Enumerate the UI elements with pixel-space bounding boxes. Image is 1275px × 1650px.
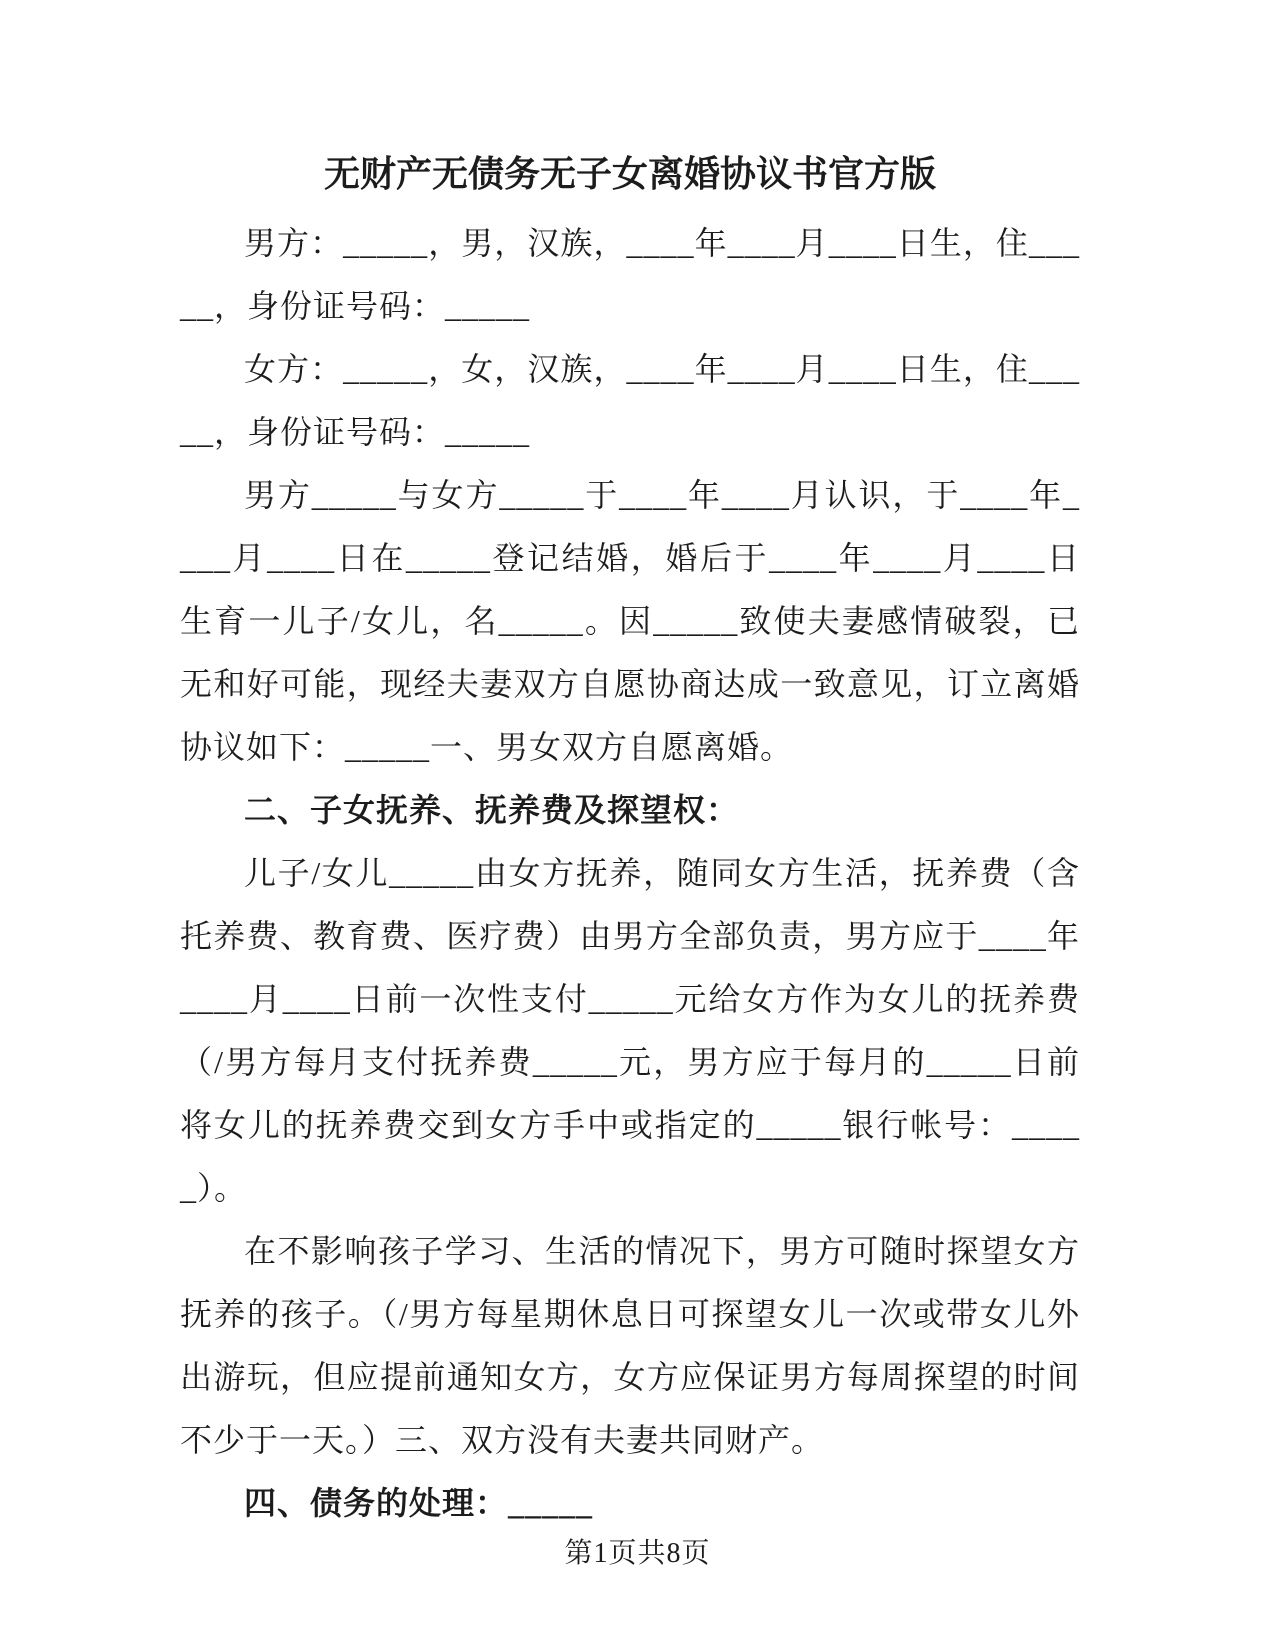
section-heading-debt: 四、债务的处理：_____ (244, 1485, 594, 1521)
section-heading-custody: 二、子女抚养、抚养费及探望权： (244, 792, 740, 828)
paragraph-marriage-background: 男方_____与女方_____于____年____月认识，于____年____月____日在_____登记结婚，婚后于____年____月____日生育一儿子/女儿，名_____。因_____致使夫妻感情破裂，已无和好可能，现经夫妻双方自愿协商达成一致意见，订立离婚协议如下：_____一、男女双方自愿离婚。 (180, 477, 1080, 765)
document-title (180, 136, 1080, 212)
paragraph-custody-terms: 儿子/女儿_____由女方抚养，随同女方生活，抚养费（含托养费、教育费、医疗费）由男方全部负责，男方应于____年____月____日前一次性支付_____元给女方作为女儿的抚养费（/男方每月支付抚养费_____元，男方应于每月的_____日前将女儿的抚养费交到女方手中或指定的_____银行帐号：_____）。 (180, 855, 1080, 1206)
page-number-footer: 第1页共8页 (564, 1538, 711, 1569)
paragraph-visitation-terms: 在不影响孩子学习、生活的情况下，男方可随时探望女方抚养的孩子。（/男方每星期休息日可探望女儿一次或带女儿外出游玩，但应提前通知女方，女方应保证男方每周探望的时间不少于一天。）三、双方没有夫妻共同财产。 (180, 1233, 1080, 1458)
document-title-text: 无财产无债务无子女离婚协议书官方版 (323, 154, 936, 194)
paragraph-party-male: 男方：_____，男，汉族，____年____月____日生，住_____，身份证号码：_____ (180, 225, 1080, 324)
paragraph-party-female: 女方：_____，女，汉族，____年____月____日生，住_____，身份证号码：_____ (180, 351, 1080, 450)
